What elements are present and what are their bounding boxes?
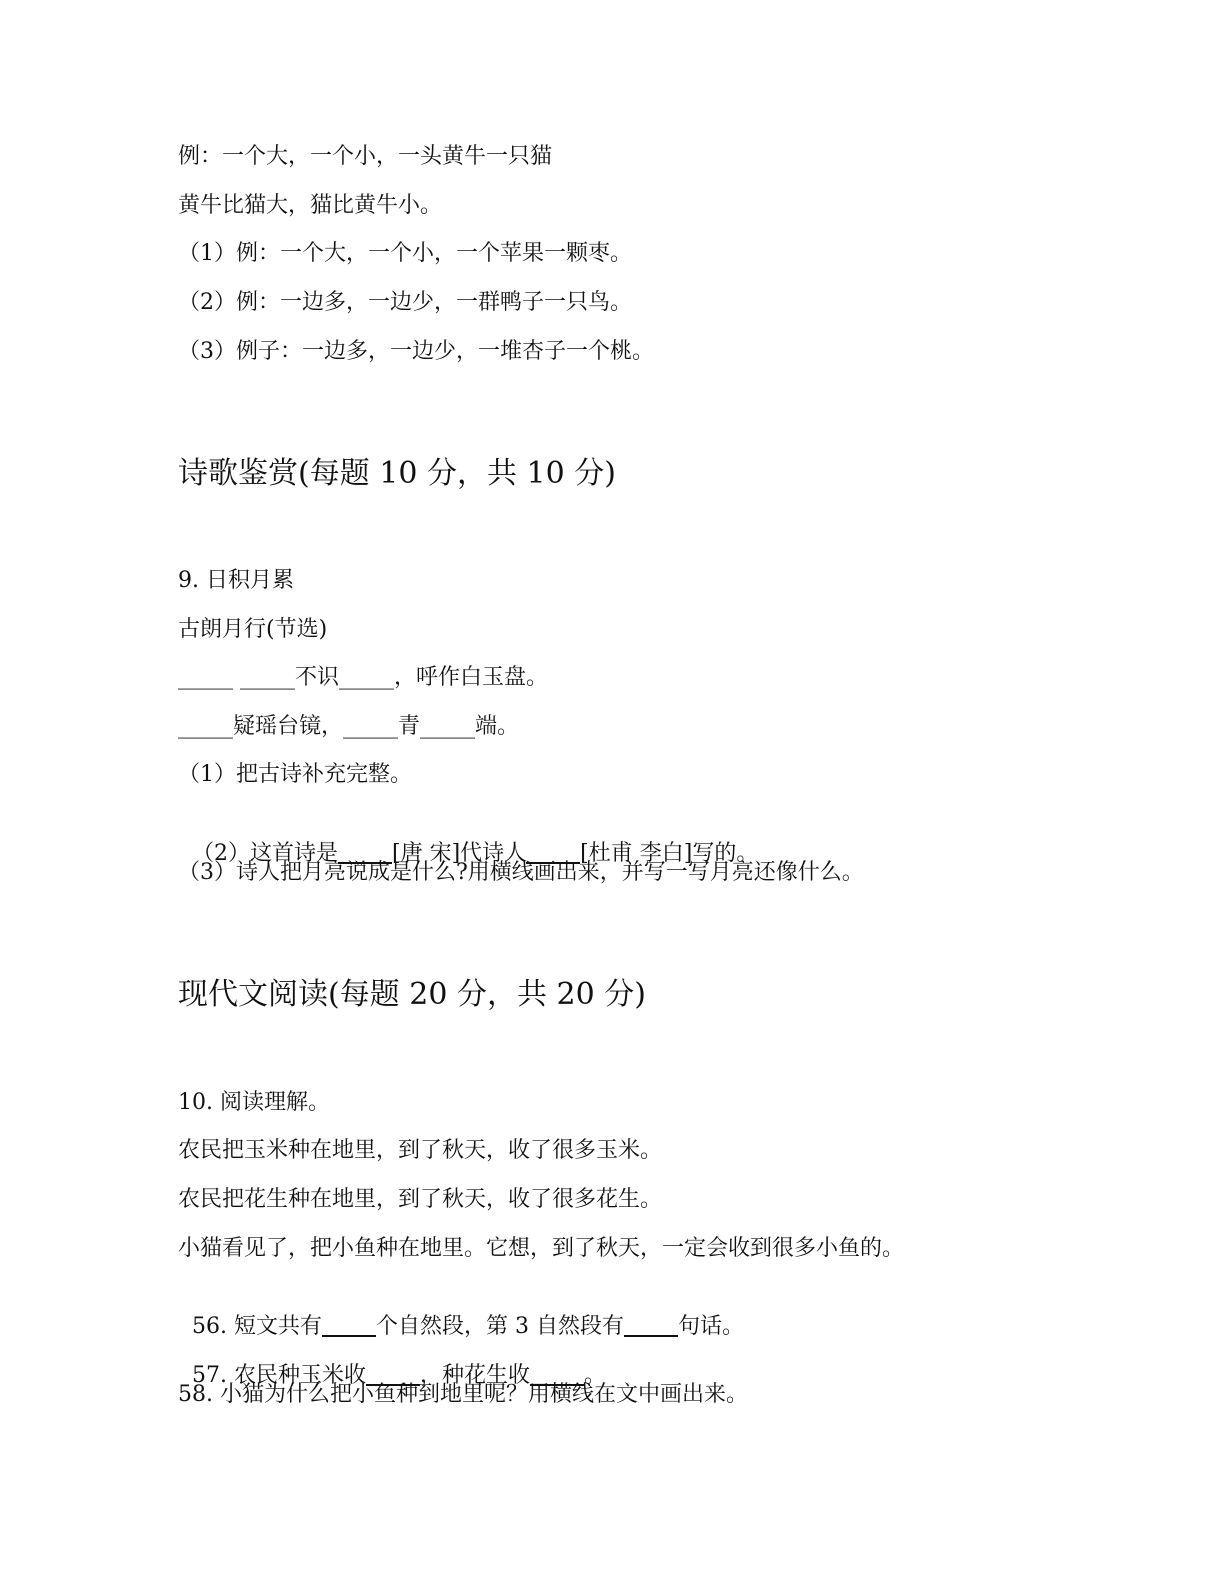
list-item: （3）例子：一边多，一边少，一堆杏子一个桃。: [178, 339, 654, 364]
poem-title: 古朗月行(节选): [178, 617, 328, 642]
poem-line-2: _____疑瑶台镜，_____青_____端。: [178, 714, 520, 739]
poem-line-1: _____ _____不识_____，呼作白玉盘。: [178, 665, 548, 690]
sub-question-2-text-c: [杜甫 李白]写的。: [580, 841, 759, 866]
paragraph: 农民把玉米种在地里，到了秋天，收了很多玉米。: [178, 1138, 663, 1163]
paragraph: 农民把花生种在地里，到了秋天，收了很多花生。: [178, 1187, 663, 1212]
example-line: 例：一个大，一个小，一头黄牛一只猫: [178, 144, 553, 169]
sub-question-3: （3）诗人把月亮说成是什么?用横线画出来，并写一写月亮还像什么。: [178, 860, 864, 885]
question-57-text-b: ，种花生收: [419, 1363, 530, 1388]
answer-blank[interactable]: [624, 1313, 678, 1337]
list-item: （1）例：一个大，一个小，一个苹果一颗枣。: [178, 241, 632, 266]
example-answer: 黄牛比猫大，猫比黄牛小。: [178, 193, 443, 218]
question-56-text-c: 句话。: [677, 1314, 744, 1339]
sub-question-2-text-b: [唐 宋]代诗人: [392, 841, 527, 866]
question-56-text-a: 56. 短文共有: [192, 1314, 322, 1339]
question-title: 9. 日积月累: [178, 568, 294, 593]
question-56-text-b: 个自然段，第 3 自然段有: [375, 1314, 624, 1339]
section-heading-poetry: 诗歌鉴赏(每题 10 分，共 10 分): [178, 456, 616, 491]
list-item: （2）例：一边多，一边少，一群鸭子一只鸟。: [178, 290, 632, 315]
sub-question-2-text-a: （2）这首诗是: [192, 841, 338, 866]
question-58: 58. 小猫为什么把小鱼种到地里呢？用横线在文中画出来。: [178, 1382, 748, 1407]
question-title: 10. 阅读理解。: [178, 1090, 330, 1115]
question-57-text-c: 。: [584, 1363, 607, 1388]
paragraph: 小猫看见了，把小鱼种在地里。它想，到了秋天，一定会收到很多小鱼的。: [178, 1236, 905, 1261]
question-57-text-a: 57. 农民种玉米收: [192, 1363, 366, 1388]
sub-question-1: （1）把古诗补充完整。: [178, 762, 412, 787]
section-heading-reading: 现代文阅读(每题 20 分，共 20 分): [178, 977, 646, 1012]
